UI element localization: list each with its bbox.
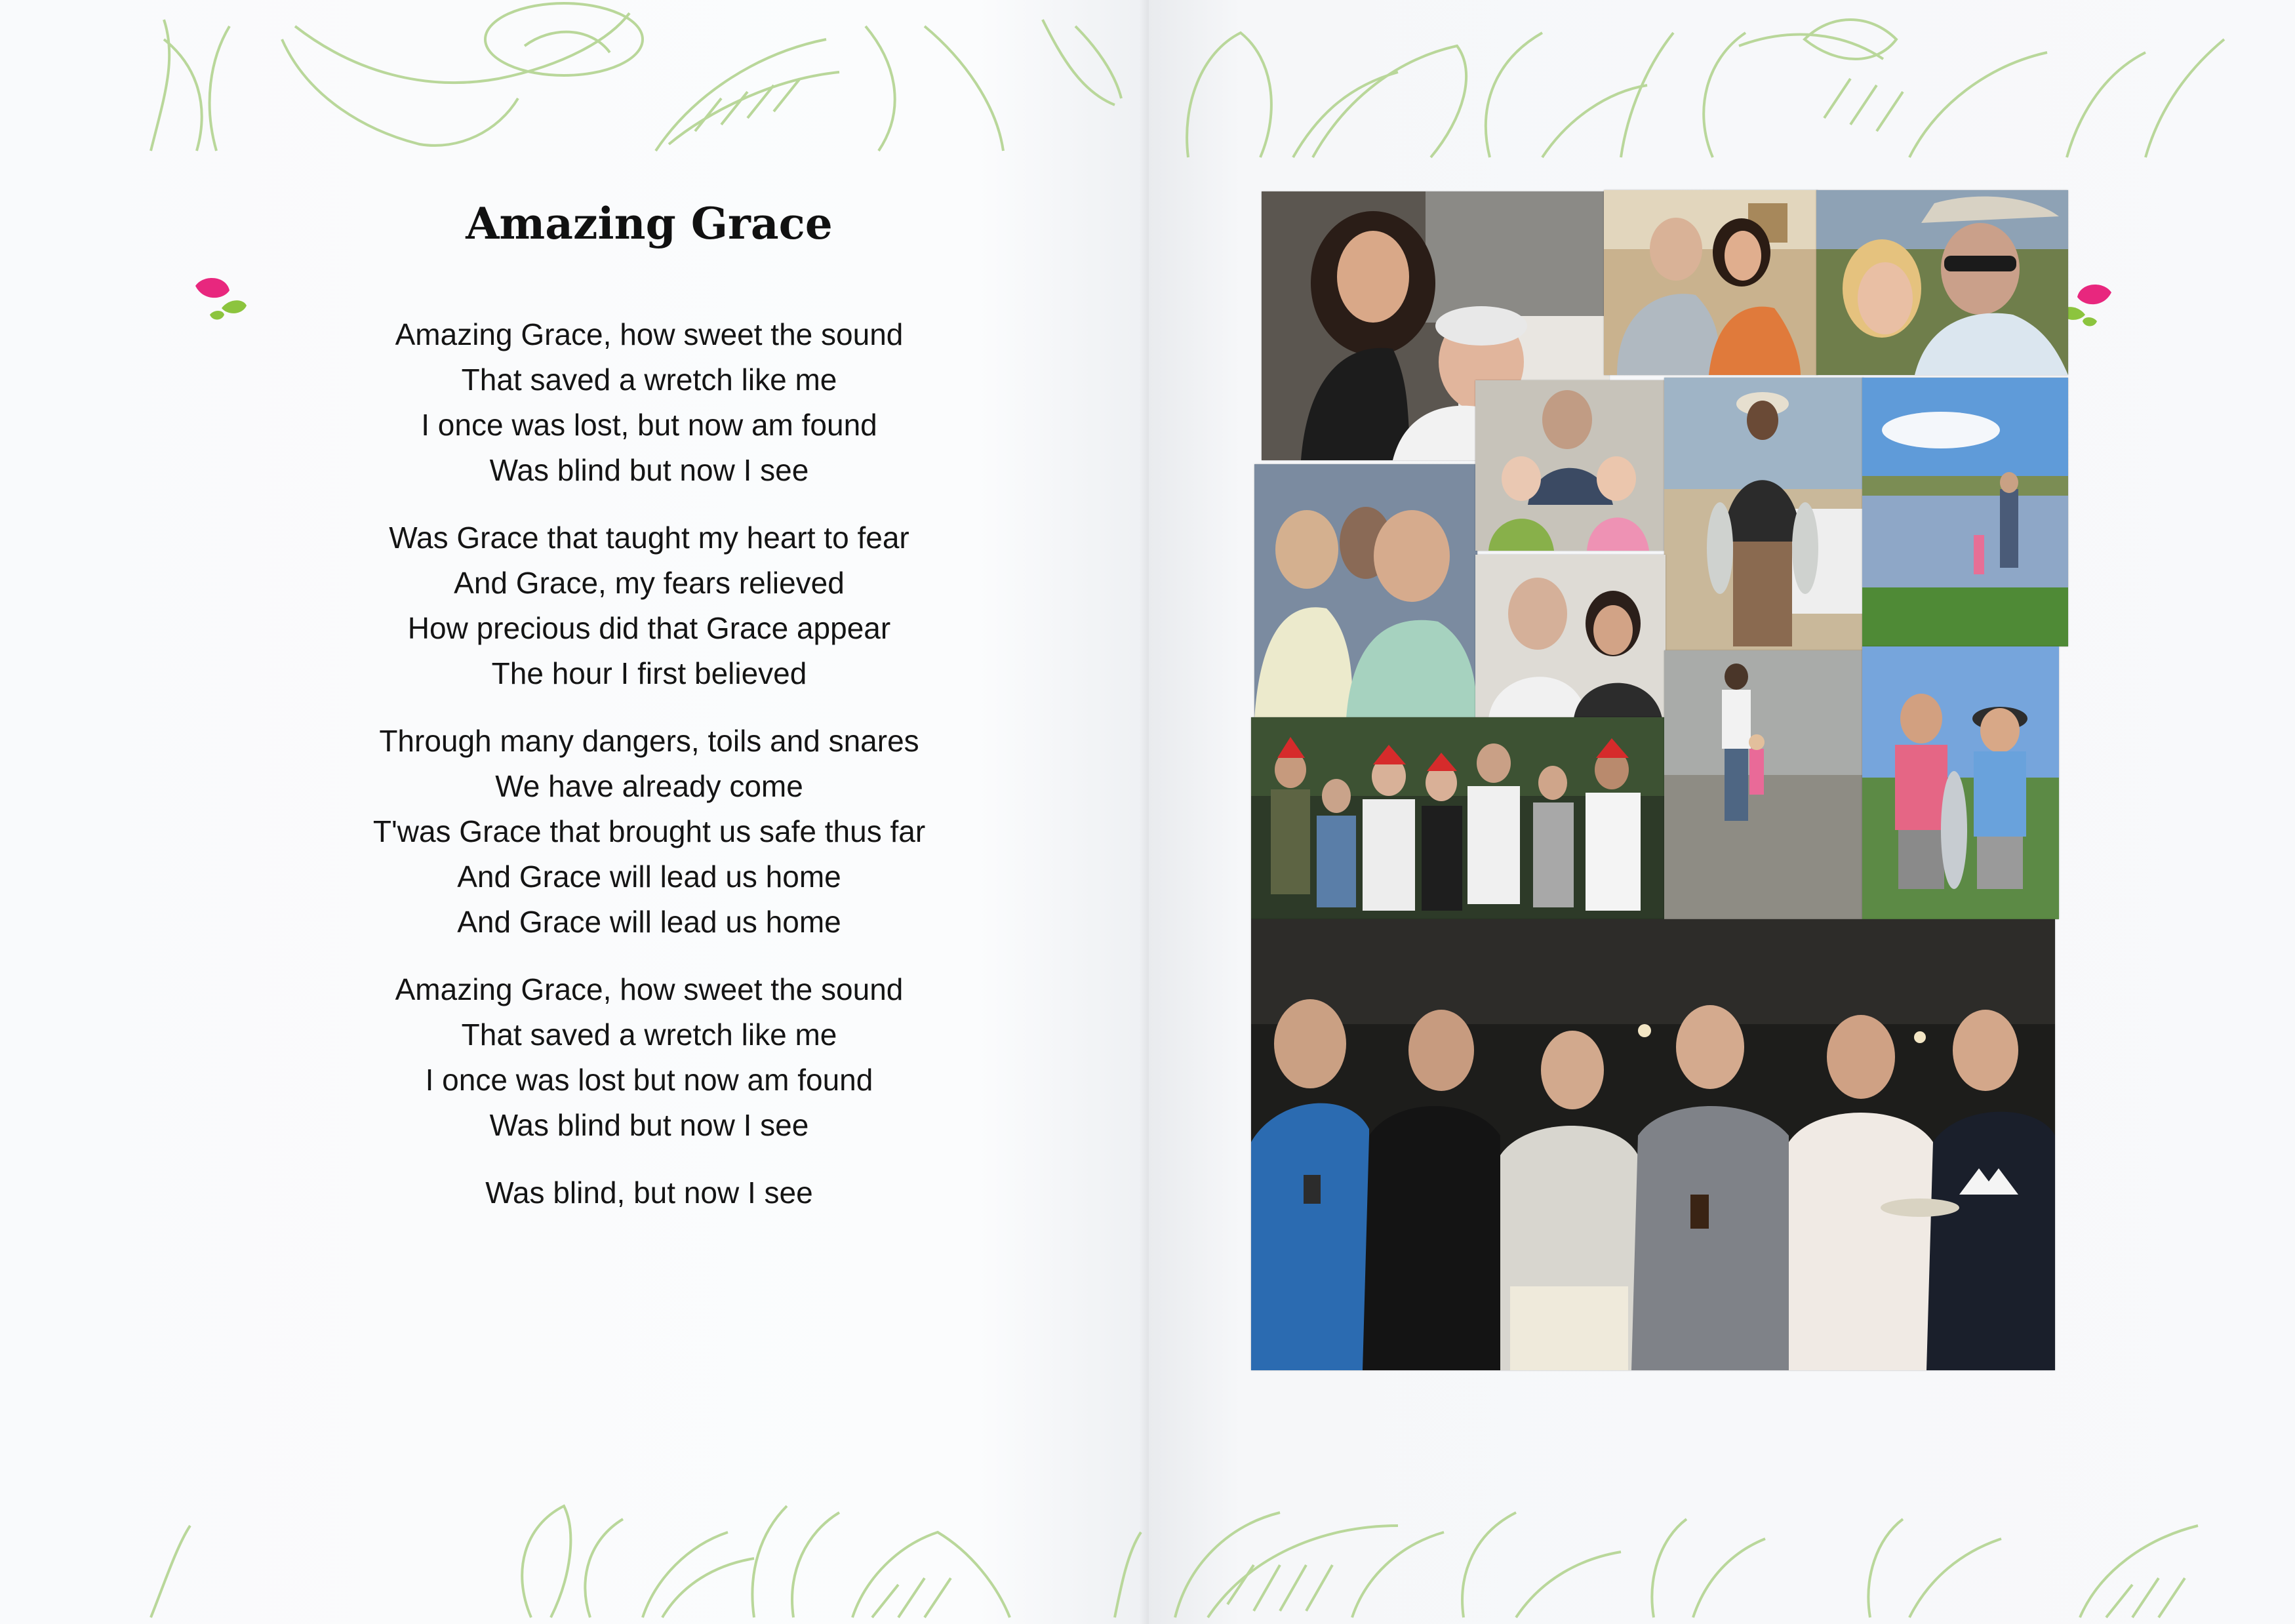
floral-border-top-right [1149, 0, 2295, 170]
lyric-line: And Grace, my fears relieved [454, 566, 845, 600]
lyric-line: Was blind but now I see [489, 1108, 809, 1142]
hymn-title: Amazing Grace [466, 198, 833, 249]
photo-collage [1251, 190, 2068, 1370]
lyric-line: That saved a wretch like me [461, 363, 837, 397]
family-photo [1816, 190, 2068, 375]
lyric-line: Was blind, but now I see [485, 1176, 813, 1210]
family-photo [1604, 190, 1818, 375]
lyric-line: Was blind but now I see [489, 453, 809, 487]
lyric-line: I once was lost, but now am found [421, 408, 877, 442]
lyric-line: Was Grace that taught my heart to fear [389, 521, 909, 555]
family-photo [1664, 378, 1864, 665]
family-photo [1862, 378, 2068, 646]
family-photo [1251, 919, 2055, 1370]
lyric-line: T'was Grace that brought us safe thus far [372, 814, 926, 848]
lyric-line: I once was lost but now am found [425, 1063, 873, 1097]
verse [0, 515, 1149, 696]
floral-border-bottom-left [0, 1454, 1149, 1624]
lyric-line: Amazing Grace, how sweet the sound [395, 972, 904, 1006]
family-photo [1664, 650, 1864, 919]
lyric-line: How precious did that Grace appear [407, 611, 891, 645]
floral-border-bottom-right [1149, 1454, 2295, 1624]
lyric-line: Amazing Grace, how sweet the sound [395, 317, 904, 351]
lyric-line: And Grace will lead us home [457, 905, 841, 939]
verse [0, 719, 1149, 945]
lyric-line: That saved a wretch like me [461, 1018, 837, 1052]
hymn-lyrics [0, 312, 1149, 1238]
family-photo [1475, 555, 1666, 719]
family-photo [1251, 717, 1664, 919]
verse [0, 967, 1149, 1148]
floral-border-top-left [0, 0, 1149, 170]
verse [0, 312, 1149, 493]
lyric-line: And Grace will lead us home [457, 860, 841, 894]
family-photo [1254, 464, 1477, 719]
lyric-line: The hour I first believed [491, 656, 807, 690]
family-photo [1475, 380, 1666, 551]
verse [0, 1170, 1149, 1216]
lyric-line: Through many dangers, toils and snares [379, 724, 919, 758]
family-photo [1862, 646, 2059, 919]
lyric-line: We have already come [495, 769, 803, 803]
